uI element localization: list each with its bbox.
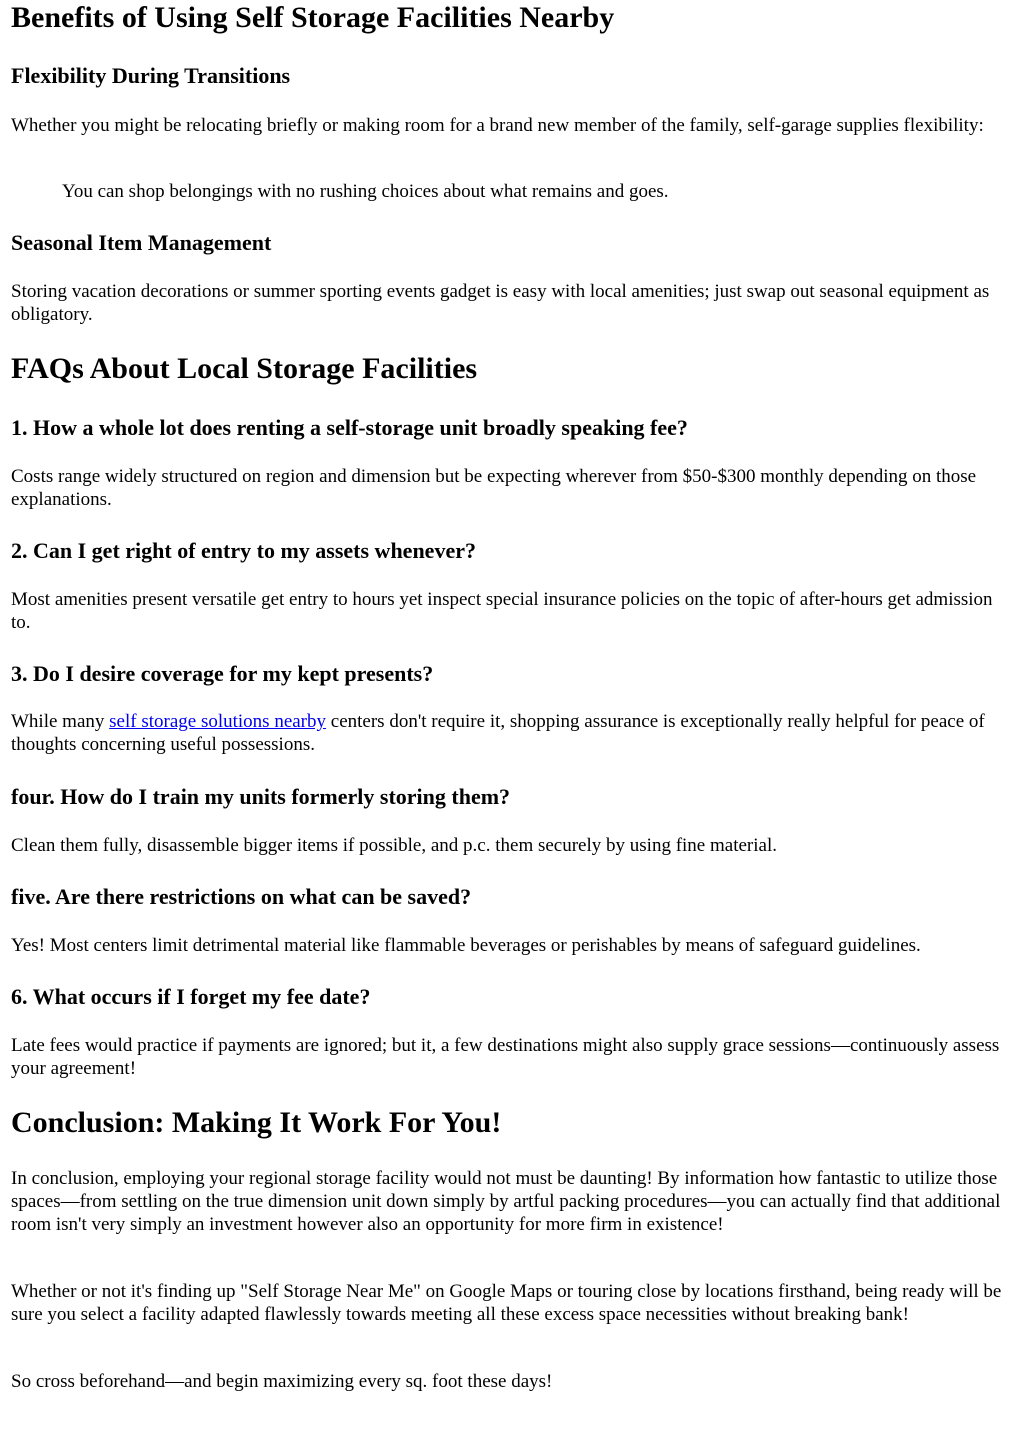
faq-question: 3. Do I desire coverage for my kept presents?	[11, 661, 434, 686]
flexibility-heading: Flexibility During Transitions	[11, 63, 291, 88]
benefits-heading: Benefits of Using Self Storage Facilities Nearby	[11, 1, 615, 34]
faq-question: 6. What occurs if I forget my fee date?	[11, 984, 371, 1009]
seasonal-paragraph: Storing vacation decorations or summer sporting events gadget is easy with local amenities; just swap out seasonal equipment as obligatory.	[11, 281, 990, 325]
faq-question: five. Are there restrictions on what can be saved?	[11, 884, 472, 909]
self-storage-solutions-link[interactable]: self storage solutions nearby	[109, 711, 327, 732]
faqs-heading: FAQs About Local Storage Facilities	[11, 352, 478, 385]
conclusion-paragraph: Whether or not it's finding up "Self Storage Near Me" on Google Maps or touring close by locations firsthand, being ready will be sure you select a facility adapted flawlessly towards meeting all these excess space necessities without breaking bank!	[11, 1281, 1002, 1325]
faq-question: four. How do I train my units formerly storing them?	[11, 784, 511, 809]
faq-answer-text: centers don't require it, shopping assurance is exceptionally really helpful for peace of thoughts concerning useful possessions.	[11, 711, 985, 755]
conclusion-paragraph: In conclusion, employing your regional storage facility would not must be daunting! By information how fantastic to utilize those spaces—from settling on the true dimension unit down simply by artful packing procedures—you can actually find that additional room isn't very simply an investment however also an opportunity for more firm in existence!	[11, 1168, 1001, 1235]
faq-answer: Clean them fully, disassemble bigger items if possible, and p.c. them securely by using fine material.	[11, 835, 777, 856]
faq-answer-text: While many	[11, 711, 110, 732]
conclusion-paragraph: So cross beforehand—and begin maximizing every sq. foot these days!	[11, 1371, 553, 1392]
faq-answer: Most amenities present versatile get entry to hours yet inspect special insurance policies on the topic of after-hours get admission to.	[11, 589, 993, 633]
conclusion-heading: Conclusion: Making It Work For You!	[11, 1106, 502, 1139]
faq-question: 1. How a whole lot does renting a self-storage unit broadly speaking fee?	[11, 415, 688, 440]
faq-answer: Yes! Most centers limit detrimental material like flammable beverages or perishables by means of safeguard guidelines.	[11, 935, 921, 956]
flexibility-quote: You can shop belongings with no rushing choices about what remains and goes.	[62, 181, 669, 202]
seasonal-heading: Seasonal Item Management	[11, 230, 272, 255]
flexibility-paragraph: Whether you might be relocating briefly or making room for a brand new member of the family, self-garage supplies flexibility:	[11, 115, 984, 136]
faq-answer: Late fees would practice if payments are ignored; but it, a few destinations might also supply grace sessions—continuously assess your agreement!	[11, 1035, 1000, 1079]
faq-answer	[11, 710, 1013, 756]
faq-answer: Costs range widely structured on region and dimension but be expecting wherever from $50-$300 monthly depending on those explanations.	[11, 466, 977, 510]
faq-question: 2. Can I get right of entry to my assets whenever?	[11, 538, 476, 563]
